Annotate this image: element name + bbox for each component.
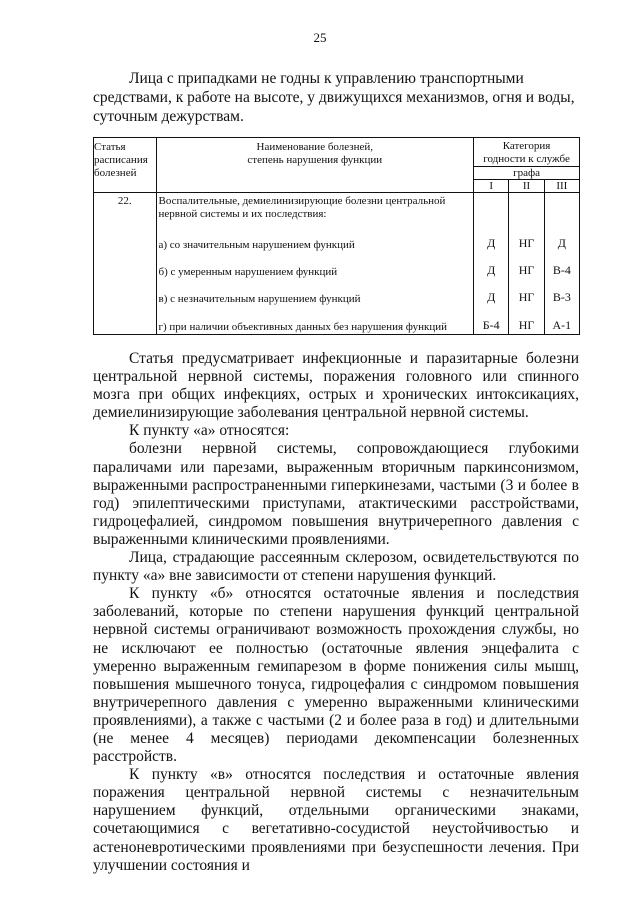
category-value: Д xyxy=(487,290,496,304)
paragraph: болезни нервной системы, сопровождающиеся глубокими параличами или парезами, выраженным вторичным паркинсонизмом, выраженными распространенными гиперкинезами, частыми (3 и более в год) эпилептическими приступами, атактическими расстройствами, гидроцефалией, синдромом повышения внутричерепного давления с выраженными клиническими проявлениями. xyxy=(93,440,579,548)
disease-schedule-table xyxy=(93,137,580,335)
disease-description xyxy=(156,193,474,335)
disease-subitem-b: б) с умеренным нарушением функций xyxy=(158,266,338,278)
header-col-2: II xyxy=(509,180,544,193)
page-number: 25 xyxy=(313,30,327,45)
disease-subitem-c: в) с незначительным нарушением функций xyxy=(158,293,361,305)
paragraph: К пункту «в» относятся последствия и остаточные явления поражения центральной нервной системы с незначительным нарушением функций, отдельными органическими знаками, сочетающимися с вегетативно-сосудистой неустойчивостью и астеноневротическими проявлениями при безуспешности лечения. При улучшении состояния и xyxy=(93,766,579,874)
intro-line: средствами, к работе на высоте, у движущихся механизмов, огня и воды, xyxy=(93,89,575,106)
article-number: 22. xyxy=(94,193,157,335)
intro-line: Лица с припадками не годны к управлению транспортными xyxy=(129,70,524,87)
category-value: Д xyxy=(487,263,496,277)
category-value: НГ xyxy=(518,290,535,304)
table-header-row xyxy=(94,138,580,167)
header-name-line: степень нарушения функции xyxy=(247,154,383,166)
paragraph: К пункту «б» относятся остаточные явления и последствия заболеваний, которые по степени нарушения функций центральной нервной системы ограничивают возможность прохождения службы, но не исключают ее полностью (остаточные явления энцефалита с умеренно выраженным гемипарезом в форме понижения силы мышц, повышения мышечного тонуса, гидроцефалия с синдромом повышения внутричерепного давления с умеренно выраженными клиническими проявлениями), а также с частыми (2 и более раза в год) и длительными (не менее 4 месяцев) периодами декомпенсации болезненных расстройств. xyxy=(93,585,579,766)
category-value: НГ xyxy=(518,318,535,332)
header-graf: графа xyxy=(474,167,580,180)
header-category-line: годности к службе xyxy=(483,153,570,165)
category-value: А-1 xyxy=(552,318,572,332)
category-value: Д xyxy=(557,236,566,250)
header-category-line: Категория xyxy=(502,140,551,152)
intro-line: суточным дежурствам. xyxy=(93,108,244,125)
header-article: Статья расписания болезней xyxy=(94,138,157,193)
paragraph: Статья предусматривает инфекционные и паразитарные болезни центральной нервной системы, поражения головного или спинного мозга при общих инфекциях, острых и хронических интоксикациях, демиелинизирующие заболевания центральной нервной системы. xyxy=(93,350,579,422)
category-value: В-4 xyxy=(552,263,571,277)
disease-subitem-d: г) при наличии объективных данных без нарушения функций xyxy=(158,321,448,333)
category-value: Д xyxy=(487,236,496,250)
paragraph: Лица, страдающие рассеянным склерозом, освидетельствуются по пункту «а» вне зависимости от степени нарушения функций. xyxy=(93,549,579,585)
category-value: НГ xyxy=(518,263,535,277)
header-col-3: III xyxy=(544,180,579,193)
category-value: Б-4 xyxy=(482,318,500,332)
disease-subitem-a: а) со значительным нарушением функций xyxy=(158,239,355,251)
category-value: НГ xyxy=(518,236,535,250)
category-col-2 xyxy=(509,193,544,335)
table-row xyxy=(94,193,580,335)
intro-paragraph xyxy=(93,69,579,126)
disease-title: Воспалительные, демиелинизирующие болезни центральной нервной системы и их последствия: xyxy=(158,195,446,220)
category-value: В-3 xyxy=(552,290,571,304)
article-commentary xyxy=(93,350,579,875)
paragraph: К пункту «а» относятся: xyxy=(129,422,290,440)
header-name xyxy=(156,138,474,193)
header-col-1: I xyxy=(474,180,509,193)
header-name-line: Наименование болезней, xyxy=(256,141,374,153)
category-col-3 xyxy=(544,193,579,335)
category-col-1 xyxy=(474,193,509,335)
header-category xyxy=(474,138,580,167)
